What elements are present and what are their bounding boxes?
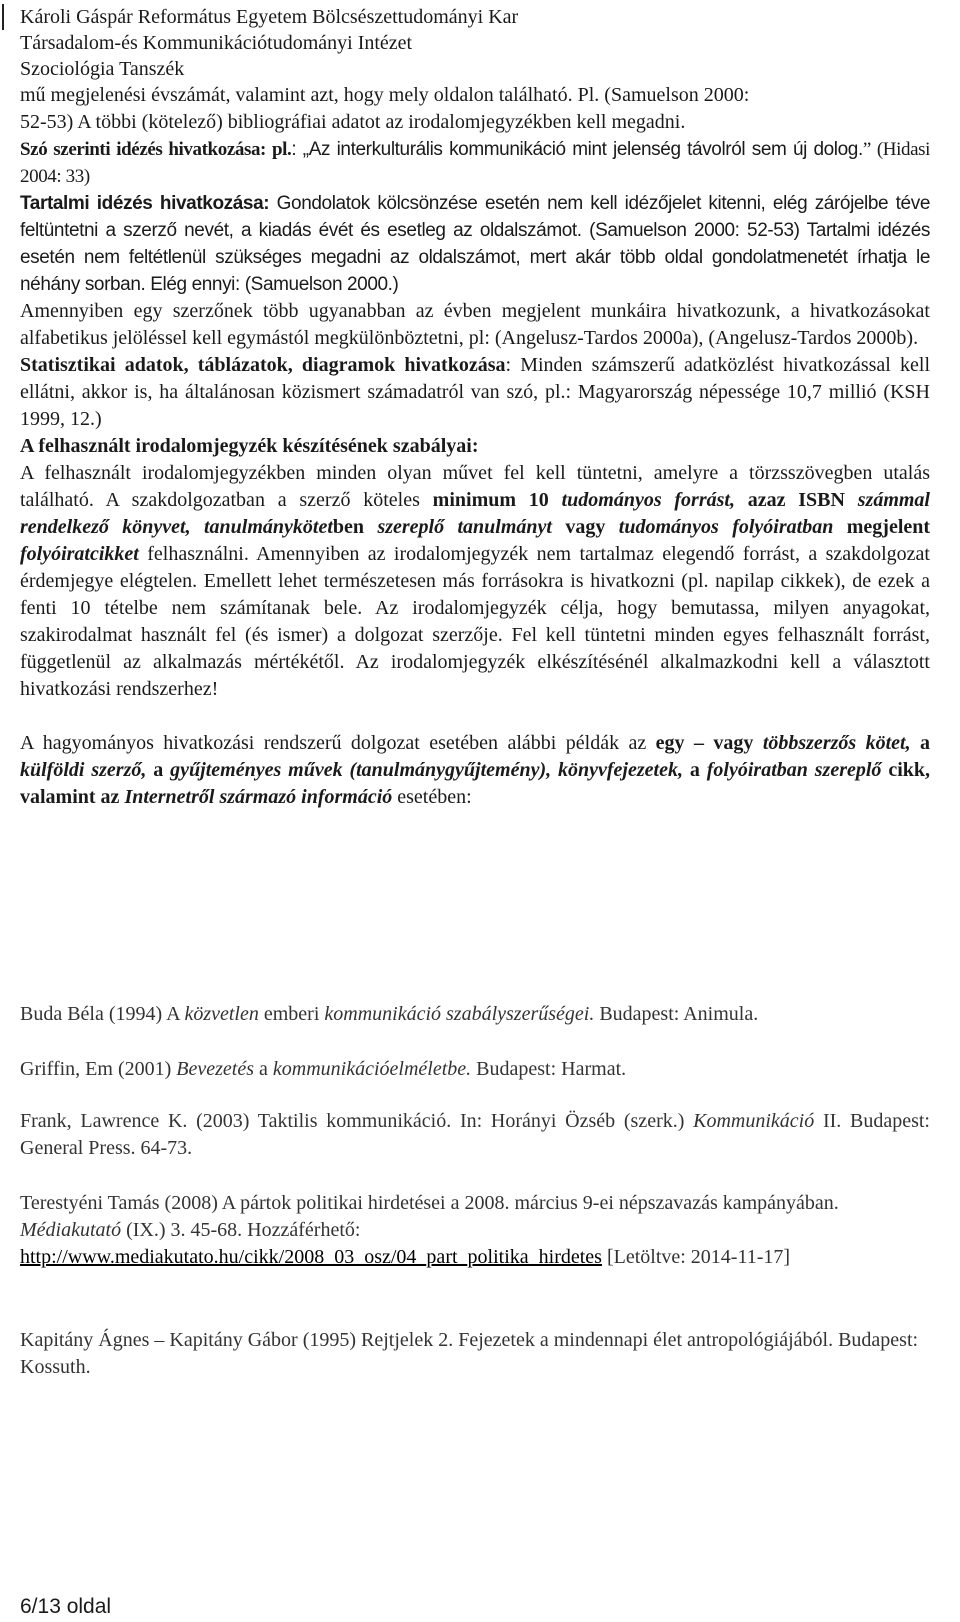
paragraph-line: 52-53) A többi (kötelező) bibliográfiai adatot az irodalomjegyzékben kell megadni. [20,111,686,133]
reference-kapitany [20,1327,930,1381]
paragraph-bibliography-rules [20,433,930,703]
reference-buda [20,1001,930,1028]
reference-griffin [20,1056,930,1083]
reference-text: II. Budapest: General Press. 64-73. [20,1110,930,1159]
examples-emphasis: a [146,759,171,781]
paragraph-content-quote [20,190,930,298]
examples-emphasis: a [682,759,707,781]
reference-text: Budapest: Animula. [594,1003,759,1025]
document-page [20,0,930,811]
content-quote-text: Gondolatok kölcsönzése esetén nem kell idézőjelet kitenni, elég zárójelbe téve feltüntetni a szerző nevét, a kiadás évét és esetleg az oldalszámot. (Samuelson 2000: 52-53) Tartalmi idézés esetén nem feltétlenül szükséges megadni az oldalszámot, mert akár több oldal gondolatmenetét írhatja le néhány sorban. Elég ennyi: (Samuelson 2000.) [20,193,930,295]
reference-url-link[interactable]: http://www.mediakutato.hu/cikk/2008_03_osz/04_part_politika_hirdetes [20,1246,602,1268]
rules-emphasis: ben [332,516,378,538]
content-quote-label: Tartalmi idézés hivatkozása: [20,193,270,214]
paragraph-multiple-works: Amennyiben egy szerzőnek több ugyanabban az évben megjelent munkáira hivatkozunk, a hivatkozásokat alfabetikus jelöléssel kell egymástól megkülönböztetni, pl: (Angelusz-Tardos 2000a), (Angelusz-Tardos 2000b). [20,300,930,349]
rules-emphasis: szereplő tanulmányt [377,516,552,538]
reference-title: kommunikációelméletbe. [272,1058,472,1080]
reference-title: kommunikáció szabályszerűségei. [324,1003,595,1025]
page-number: 6/13 oldal [20,1595,112,1618]
reference-text: emberi [258,1003,325,1025]
reference-text: (IX.) 3. 45-68. Hozzáférhető: [121,1219,361,1241]
reference-text: Frank, Lawrence K. (2003) Taktilis kommunikáció. In: Horányi Özséb (szerk.) [20,1110,694,1132]
reference-title: Bevezetés [176,1058,255,1080]
paragraph-citation-page [20,82,930,136]
examples-emphasis: gyűjteményes művek (tanulmánygyűjtemény), könyvfejezetek, [170,759,683,781]
text-cursor [2,4,4,30]
reference-text: Griffin, Em (2001) [20,1058,177,1080]
reference-text: Buda Béla (1994) A [20,1003,185,1025]
bibliography-heading: A felhasznált irodalomjegyzék készítésének szabályai: [20,435,479,457]
paragraph-line: mű megjelenési évszámát, valamint azt, hogy mely oldalon található. Pl. (Samuelson 2000: [20,84,750,106]
rules-emphasis: számmal rendelkező könyvet, tanulmánykötet [20,489,930,538]
rules-emphasis: minimum 10 [432,489,549,511]
reference-title: közvetlen [184,1003,259,1025]
reference-text: a [254,1058,273,1080]
reference-title: Kommunikáció [693,1110,815,1132]
rules-emphasis: tudományos folyóiratban [618,516,834,538]
examples-text: A hagyományos hivatkozási rendszerű dolgozat esetében alábbi példák az [20,732,656,754]
paragraph-literal-quote [20,136,930,190]
header-department: Szociológia Tanszék [20,58,185,80]
paragraph-examples-intro [20,730,930,811]
examples-emphasis: a [910,732,930,754]
paragraph-statistics [20,352,930,433]
examples-text: esetében: [392,786,472,808]
reference-terestyeni [20,1190,930,1271]
reference-title: Médiakutató [20,1219,122,1241]
header-institute: Társadalom-és Kommunikációtudományi Intézet [20,32,413,54]
examples-emphasis: cikk, valamint az [20,759,931,808]
header-university: Károli Gáspár Református Egyetem Bölcsészettudományi Kar [20,6,519,28]
reference-text: Kapitány Ágnes – Kapitány Gábor (1995) Rejtjelek 2. Fejezetek a mindennapi élet antropológiájából. Budapest: Kossuth. [20,1329,919,1378]
rules-emphasis: azaz ISBN [734,489,858,511]
reference-text: Terestyéni Tamás (2008) A pártok politikai hirdetései a 2008. március 9-ei népszavazás kampányában. [20,1192,839,1214]
literal-quote-label: Szó szerinti idézés hivatkozása: pl. [20,139,292,160]
statistics-label: Statisztikai adatok, táblázatok, diagramok hivatkozása [20,354,506,376]
rules-emphasis: megjelent [833,516,931,538]
examples-emphasis: folyóiratban szereplő [706,759,882,781]
examples-emphasis: többszerzős kötet, [762,732,911,754]
rules-emphasis: tudományos forrást, [561,489,735,511]
document-header [20,4,930,82]
rules-emphasis: vagy [551,516,619,538]
literal-quote-text: : „Az interkulturális kommunikáció mint jelenség távolról sem új dolog. [291,139,863,160]
literal-quote-citation: ” (Hidasi 2004: 33) [20,139,930,187]
rules-text: felhasználni. Amennyiben az irodalomjegyzék nem tartalmaz elegendő forrást, a szakdolgozat érdemjegye elégtelen. Emellett lehet természetesen más forrásokra is hivatkozni (pl. napilap cikkek), de ezek a fenti 10 tételbe nem számítanak bele. Az irodalomjegyzék célja, hogy bemutassa, milyen anyagokat, szakirodalmat használt fel (és ismer) a dolgozat szerzője. Fel kell tüntetni minden egyes felhasznált forrást, függetlenül az alkalmazás mértékétől. Az irodalomjegyzék elkészítésénél alkalmazkodni kell a választott hivatkozási rendszerhez! [20,543,930,700]
rules-emphasis: folyóiratcikket [20,543,139,565]
reference-frank [20,1108,930,1162]
examples-emphasis: külföldi szerző, [20,759,147,781]
reference-text: Budapest: Harmat. [471,1058,627,1080]
statistics-text: : Minden számszerű adatközlést hivatkozással kell ellátni, akkor is, ha általánosan közismert számadatról van szó, pl.: Magyarország népessége 10,7 millió (KSH 1999, 12.) [20,354,930,430]
examples-emphasis: egy – vagy [655,732,754,754]
reference-text: [Letöltve: 2014-11-17] [601,1246,791,1268]
examples-emphasis: Internetről származó információ [124,786,393,808]
rules-text: A felhasznált irodalomjegyzékben minden olyan művet fel kell tüntetni, amelyre a törzsszövegben utalás található. A szakdolgozatban a szerző köteles [20,462,930,511]
